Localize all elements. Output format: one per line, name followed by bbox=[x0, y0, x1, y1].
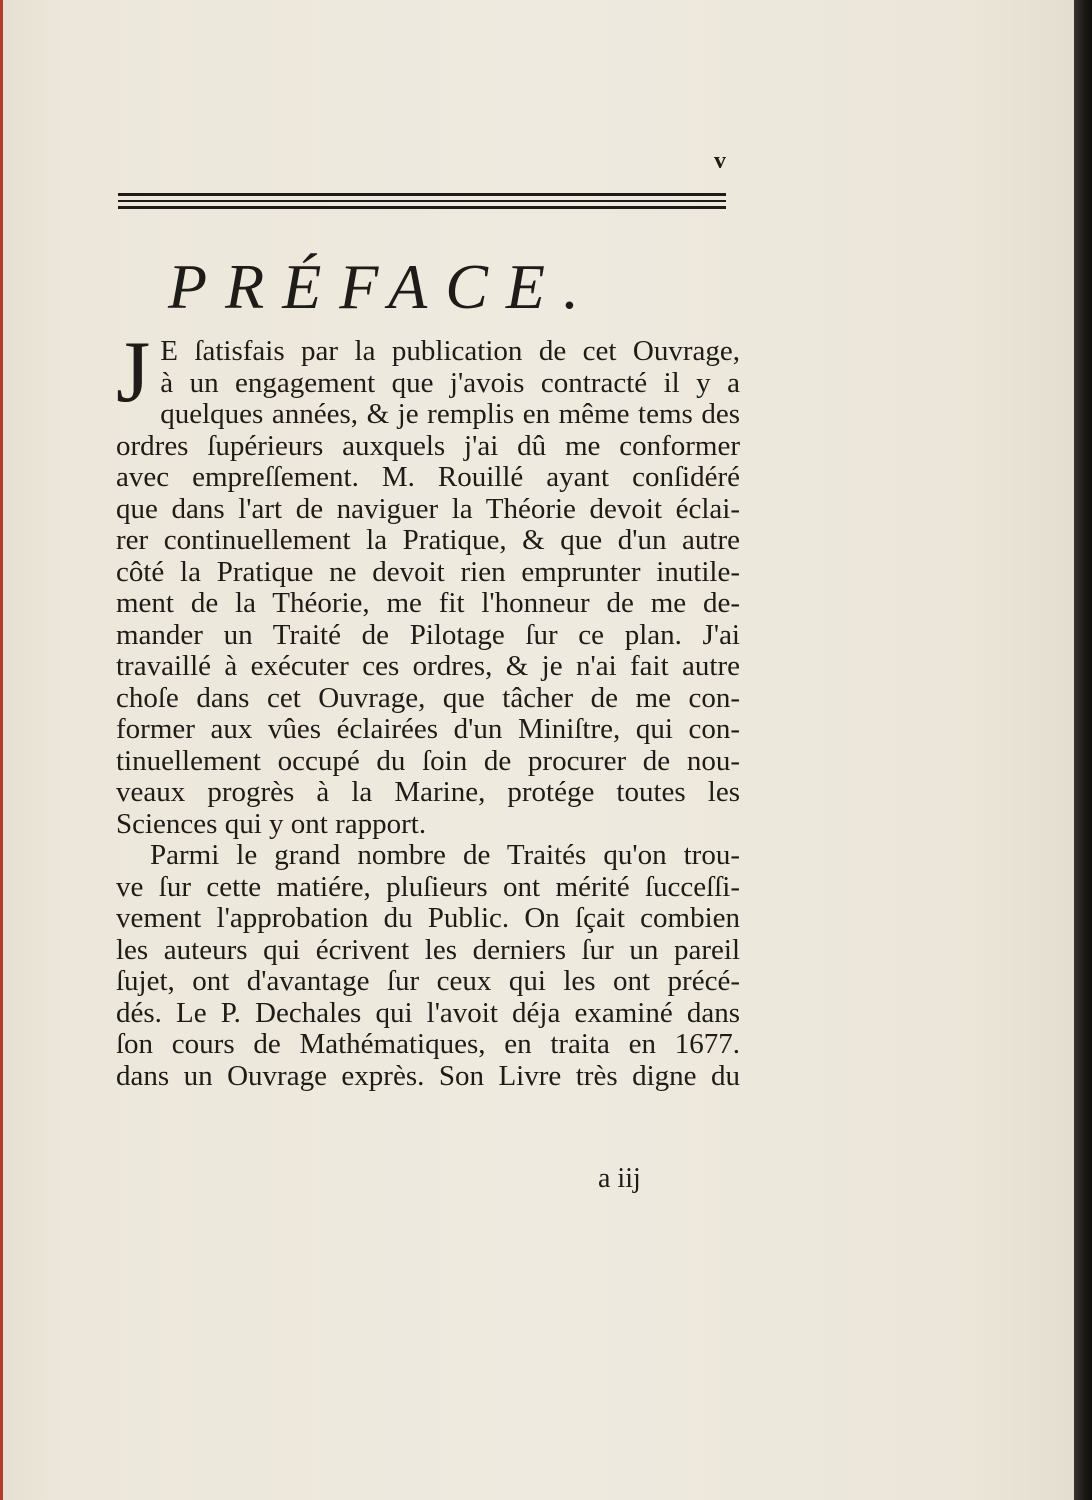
page-title: PRÉFACE. bbox=[168, 251, 597, 322]
text-line: Parmi le grand nombre de Traités qu'on trou- bbox=[150, 839, 740, 871]
text-line: vement l'approbation du Public. On ſçait combien bbox=[116, 902, 740, 934]
text-line: dans un Ouvrage exprès. Son Livre très digne du bbox=[116, 1059, 740, 1092]
drop-cap: J bbox=[116, 324, 151, 421]
text-line: ordres ſupérieurs auxquels j'ai dû me conformer bbox=[116, 429, 740, 462]
text-line: travaillé à exécuter ces ordres, & je n'ai fait autre bbox=[116, 650, 740, 682]
header-rule-bottom bbox=[118, 206, 726, 209]
text-line: rer continuellement la Pratique, & que d'un autre bbox=[116, 524, 740, 556]
text-line: à un engagement que j'avois contracté il y a bbox=[160, 366, 740, 399]
text-line: ve ſur cette matiére, pluſieurs ont mérité ſucceſſi- bbox=[116, 870, 740, 903]
text-line: ſujet, ont d'avantage ſur ceux qui les ont précé- bbox=[116, 965, 740, 997]
text-line: avec empreſſement. M. Rouillé ayant conſidéré bbox=[116, 461, 740, 493]
text-line: mander un Traité de Pilotage ſur ce plan. J'ai bbox=[116, 618, 740, 651]
paragraph-2 bbox=[116, 840, 740, 1092]
text-line: Sciences qui y ont rapport. bbox=[116, 807, 427, 840]
text-line: E ſatisfais par la publication de cet Ouvrage, bbox=[160, 335, 740, 367]
text-line: côté la Pratique ne devoit rien emprunter inutile- bbox=[116, 555, 740, 588]
text-line: former aux vûes éclairées d'un Miniſtre, qui con- bbox=[116, 713, 740, 745]
text-line: les auteurs qui écrivent les derniers ſur un pareil bbox=[116, 933, 740, 966]
body-text bbox=[116, 324, 740, 1092]
page-edge-mark bbox=[0, 0, 3, 1500]
text-line: dés. Le P. Dechales qui l'avoit déja examiné dans bbox=[116, 996, 740, 1029]
page-number: v bbox=[714, 148, 726, 174]
text-line: que dans l'art de naviguer la Théorie devoit éclai- bbox=[116, 492, 740, 525]
header-rule-top bbox=[118, 193, 726, 196]
text-line: quelques années, & je remplis en même tems des bbox=[160, 398, 740, 430]
text-line: ſon cours de Mathématiques, en traita en 1677. bbox=[116, 1028, 740, 1060]
text-line: choſe dans cet Ouvrage, que tâcher de me con- bbox=[116, 681, 740, 714]
text-line: tinuellement occupé du ſoin de procurer de nou- bbox=[116, 744, 740, 777]
header-rule-middle bbox=[118, 200, 726, 202]
signature-mark: a iij bbox=[598, 1163, 641, 1194]
text-line: veaux progrès à la Marine, protége toutes les bbox=[116, 776, 740, 808]
book-binding-edge bbox=[1074, 0, 1092, 1500]
paragraph-1 bbox=[116, 324, 740, 840]
text-line: ment de la Théorie, me fit l'honneur de me de- bbox=[116, 587, 740, 619]
